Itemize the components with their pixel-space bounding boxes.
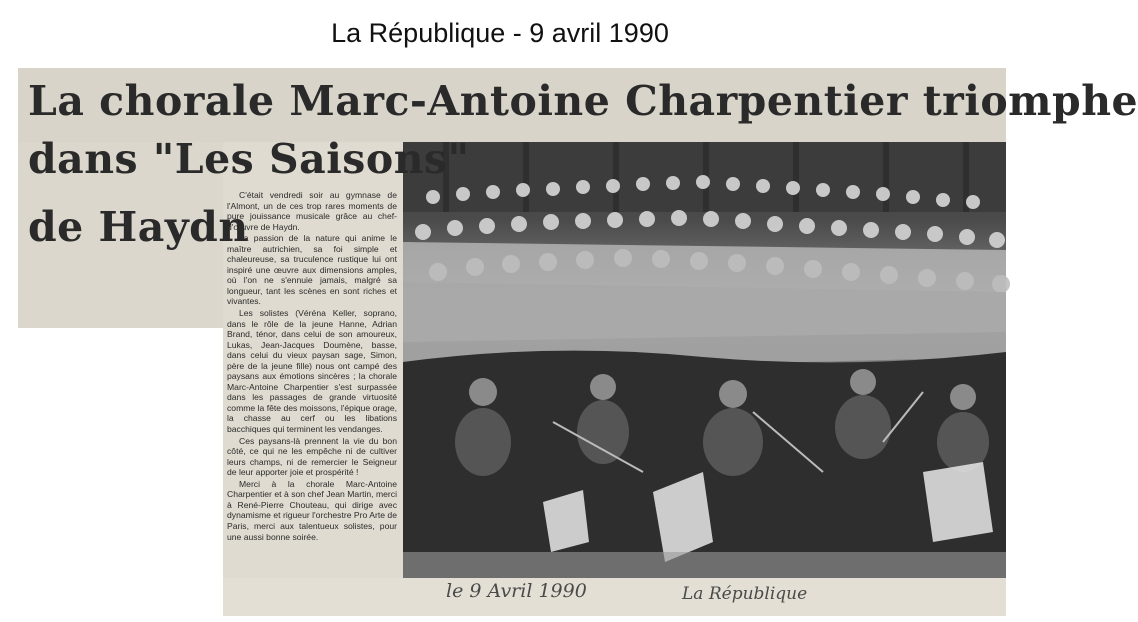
page-caption: La République - 9 avril 1990 [331,18,669,48]
handwritten-source: La République [682,584,808,604]
article-paragraph: Merci à la chorale Marc-Antoine Charpentier et à son chef Jean Martin, merci à René-Pierre Chouteau, qui dirige avec dynamisme et rigueur l'orchestre Pro Arte de Paris, merci aux talentueux solistes, pour une aussi bonne soirée. [227,478,397,542]
article-paragraph: Ces paysans-là prennent la vie du bon côté, ce qui ne les empêche ni de cultiver leurs champs, ni de remercier le Seigneur de leur apporter joie et prospérité ! [227,435,397,478]
choir-orchestra-photo [403,142,1006,578]
newspaper-clipping [18,68,1138,616]
article-paragraph: Les solistes (Véréna Keller, soprano, dans le rôle de la jeune Hanne, Adrian Brand, ténor, dans celui de son amoureux, Lukas, Jean-Jacques Doumène, basse, dans celui du vieux paysan sage, Simon, père de la jeune fille) nous ont campé des paysans aux émotions sincères ; la chorale Marc-Antoine Charpentier s'est surpassée dans les passages de grande virtuosité comme la fête des moissons, l'épique orage, la chasse au cerf ou les libations bacchiques qui terminent les vendanges. [227,308,397,435]
article-paragraph: La passion de la nature qui anime le maître autrichien, sa foi simple et chaleureuse, sa truculence rustique lui ont inspiré une œuvre aux dimensions amples, où l'on ne s'ennuie jamais, malgré sa longueur, tant les scènes en sont riches et vivantes. [227,233,397,307]
article-paragraph: C'était vendredi soir au gymnase de l'Almont, un de ces trop rares moments de pure jouissance musicale grâce au chef-d'œuvre de Haydn. [227,190,397,232]
article-body [227,190,397,600]
handwritten-date: le 9 Avril 1990 [446,580,587,602]
headline-line-3: de Haydn [28,203,249,251]
headline-line-1: La chorale Marc-Antoine Charpentier triomphe [28,77,1138,125]
photo-illustration [403,142,1006,578]
headline-line-2: dans "Les Saisons" [28,135,470,183]
